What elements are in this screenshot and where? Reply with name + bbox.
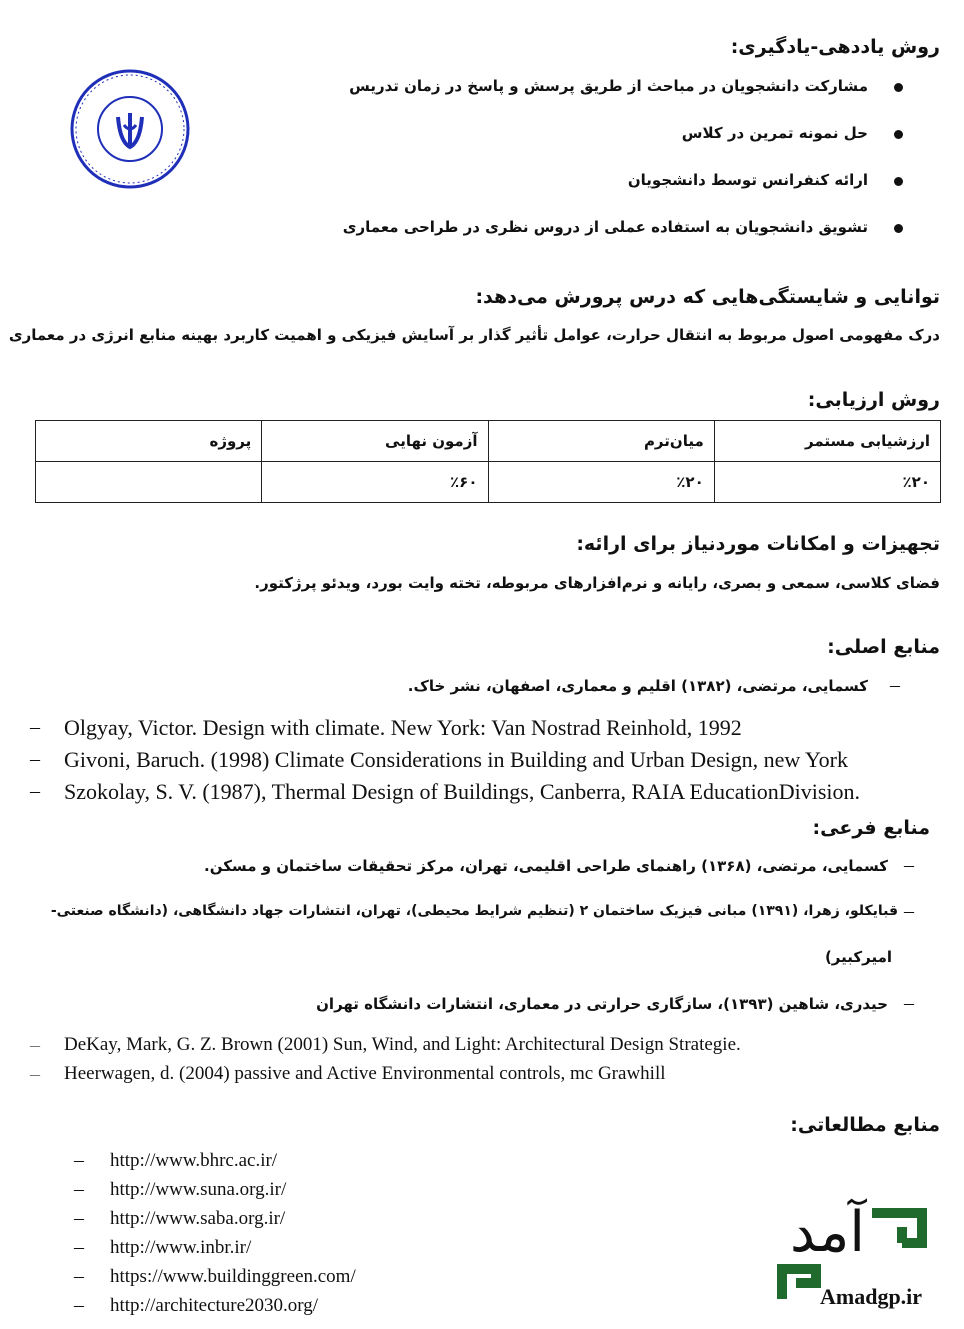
main-source-fa: کسمایی، مرتضی، (۱۳۸۲) اقلیم و معماری، اصفهان، نشر خاک. <box>407 677 868 695</box>
teaching-item: مشارکت دانشجویان در مباحث از طریق پرسش و پاسخ در زمان تدریس <box>349 77 868 95</box>
teaching-title: روش یاددهی-یادگیری: <box>730 36 940 58</box>
main-source-en: Szokolay, S. V. (1987), Thermal Design of Buildings, Canberra, RAIA EducationDivision. <box>64 779 860 804</box>
watermark-brand: Amadgp.ir <box>820 1284 923 1309</box>
equipment-text: فضای کلاسی، سمعی و بصری، رایانه و نرم‌افزارهای مربوطه، تخته وایت بورد، ویدئو پرژکتور. <box>254 574 940 592</box>
equipment-title: تجهیزات و امکانات موردنیاز برای ارائه: <box>576 533 940 555</box>
dash-icon: – <box>74 1294 84 1316</box>
study-source-link[interactable]: http://www.inbr.ir/ <box>110 1237 252 1258</box>
table-row <box>36 462 941 503</box>
study-source-link[interactable]: http://architecture2030.org/ <box>110 1295 319 1316</box>
study-sources-title: منابع مطالعاتی: <box>790 1114 940 1136</box>
table-header-cell: میان‌ترم <box>488 421 714 462</box>
dash-icon: – <box>904 900 914 922</box>
dash-icon: – <box>74 1149 84 1171</box>
teaching-item: ارائه کنفرانس توسط دانشجویان <box>627 171 868 189</box>
teaching-item: تشویق دانشجویان به استفاده عملی از دروس نظری در طراحی معماری <box>342 218 868 236</box>
table-header-cell: ارزشیابی مستمر <box>714 421 940 462</box>
dash-icon: – <box>74 1236 84 1258</box>
amad-logo-text: آمد <box>790 1200 865 1265</box>
dash-icon: – <box>30 1034 40 1056</box>
dash-icon: – <box>30 780 40 802</box>
sub-source-fa: حیدری، شاهین (۱۳۹۳)، سازگاری حرارتی در معماری، انتشارات دانشگاه تهران <box>316 995 888 1013</box>
study-source-link[interactable]: http://www.saba.org.ir/ <box>110 1208 286 1229</box>
abilities-title: توانایی و شایستگی‌هایی که درس پرورش می‌دهد: <box>475 286 940 308</box>
university-stamp <box>68 67 192 191</box>
abilities-text: درک مفهومی اصول مربوط به انتقال حرارت، عوامل تأثیر گذار بر آسایش فیزیکی و اهمیت کاربرد بهینه منابع انرژی در معماری <box>8 326 940 344</box>
dash-icon: – <box>30 716 40 738</box>
dash-icon: – <box>890 674 900 696</box>
dash-icon: – <box>30 748 40 770</box>
sub-source-fa: قبایکلو، زهرا، (۱۳۹۱) مبانی فیزیک ساختمان ۲ (تنظیم شرایط محیطی)، تهران، انتشارات جهاد دانشگاهی، (دانشگاه صنعتی- <box>50 903 898 919</box>
dash-icon: – <box>904 854 914 876</box>
evaluation-title: روش ارزیابی: <box>807 389 940 411</box>
main-source-en: Givoni, Baruch. (1998) Climate Considerations in Building and Urban Design, new York <box>64 747 848 772</box>
sub-source-fa: کسمایی، مرتضی، (۱۳۶۸) راهنمای طراحی اقلیمی، تهران، مرکز تحقیقات ساختمان و مسکن. <box>204 857 888 875</box>
teaching-item: حل نمونه تمرین در کلاس <box>681 124 868 142</box>
table-header-cell: آزمون نهایی <box>262 421 488 462</box>
bullet-icon <box>894 83 903 92</box>
study-source-link[interactable]: http://www.suna.org.ir/ <box>110 1179 287 1200</box>
main-source-en: Olgyay, Victor. Design with climate. New York: Van Nostrad Reinhold, 1992 <box>64 715 742 740</box>
sub-source-en: DeKay, Mark, G. Z. Brown (2001) Sun, Wind, and Light: Architectural Design Strategie. <box>64 1034 741 1055</box>
sub-sources-title: منابع فرعی: <box>812 817 930 839</box>
table-cell: ٪۲۰ <box>714 462 940 503</box>
bullet-icon <box>894 130 903 139</box>
dash-icon: – <box>74 1265 84 1287</box>
table-header-cell: پروژه <box>36 421 262 462</box>
table-cell: ٪۲۰ <box>488 462 714 503</box>
dash-icon: – <box>904 992 914 1014</box>
dash-icon: – <box>74 1207 84 1229</box>
main-sources-title: منابع اصلی: <box>827 636 940 658</box>
evaluation-table <box>35 420 941 503</box>
table-row <box>36 421 941 462</box>
study-source-link[interactable]: https://www.buildinggreen.com/ <box>110 1266 356 1287</box>
dash-icon: – <box>30 1063 40 1085</box>
table-cell <box>36 462 262 503</box>
sub-source-en: Heerwagen, d. (2004) passive and Active Environmental controls, mc Grawhill <box>64 1063 666 1084</box>
study-source-link[interactable]: http://www.bhrc.ac.ir/ <box>110 1150 278 1171</box>
bullet-icon <box>894 224 903 233</box>
bullet-icon <box>894 177 903 186</box>
dash-icon: – <box>74 1178 84 1200</box>
sub-source-fa: امیرکبیر) <box>824 948 892 966</box>
table-cell: ٪۶۰ <box>262 462 488 503</box>
